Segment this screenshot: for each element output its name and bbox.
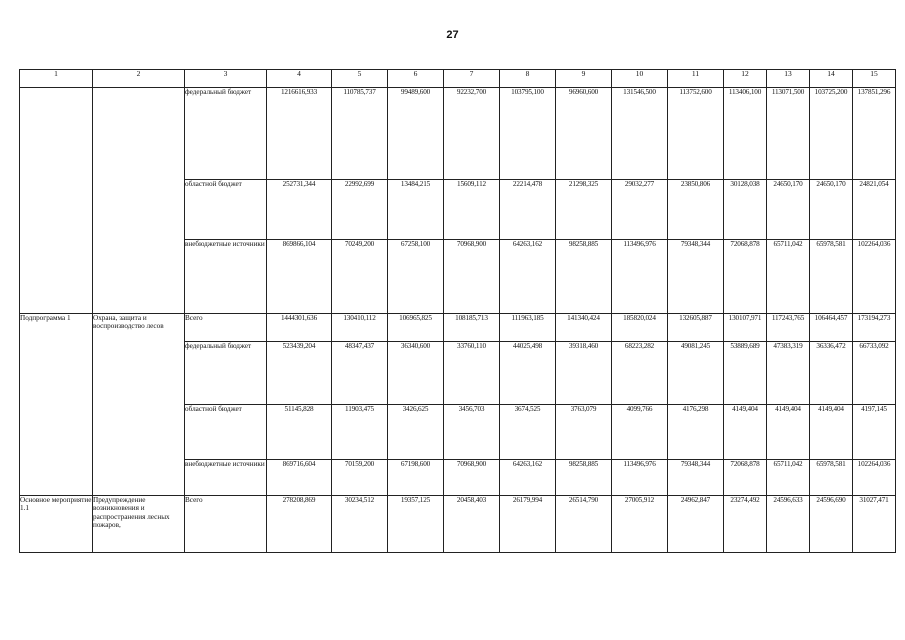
- value-cell: 1444301,636: [267, 314, 332, 342]
- column-number: 6: [388, 70, 444, 88]
- value-cell: 64263,162: [500, 460, 556, 496]
- value-cell: 869716,604: [267, 460, 332, 496]
- value-cell: 39318,460: [556, 342, 612, 405]
- value-cell: 869866,104: [267, 240, 332, 314]
- value-cell: 102264,036: [853, 240, 896, 314]
- value-cell: 4149,404: [810, 405, 853, 460]
- column-number: 15: [853, 70, 896, 88]
- funding-source-cell: областной бюджет: [185, 180, 267, 240]
- value-cell: 173194,273: [853, 314, 896, 342]
- value-cell: 130107,971: [724, 314, 767, 342]
- value-cell: 4149,404: [724, 405, 767, 460]
- value-cell: 137851,296: [853, 88, 896, 180]
- value-cell: 49081,245: [668, 342, 724, 405]
- value-cell: 31027,471: [853, 496, 896, 553]
- funding-source-cell: федеральный бюджет: [185, 88, 267, 180]
- value-cell: 26179,994: [500, 496, 556, 553]
- table-row: [20, 88, 896, 180]
- value-cell: 65711,042: [767, 460, 810, 496]
- value-cell: 22992,699: [332, 180, 388, 240]
- value-cell: 51145,828: [267, 405, 332, 460]
- value-cell: 68223,282: [612, 342, 668, 405]
- program-name-cell: Основное мероприятие 1.1: [20, 496, 93, 553]
- value-cell: 33760,110: [444, 342, 500, 405]
- value-cell: 24962,847: [668, 496, 724, 553]
- budget-table: [19, 69, 896, 553]
- value-cell: 99489,600: [388, 88, 444, 180]
- funding-source-cell: Всего: [185, 496, 267, 553]
- value-cell: 13484,215: [388, 180, 444, 240]
- value-cell: 29032,277: [612, 180, 668, 240]
- value-cell: 65978,581: [810, 460, 853, 496]
- column-number: 11: [668, 70, 724, 88]
- value-cell: 20458,403: [444, 496, 500, 553]
- value-cell: 23274,492: [724, 496, 767, 553]
- value-cell: 48347,437: [332, 342, 388, 405]
- value-cell: 108185,713: [444, 314, 500, 342]
- value-cell: 523439,204: [267, 342, 332, 405]
- column-number: 5: [332, 70, 388, 88]
- value-cell: 24650,170: [767, 180, 810, 240]
- value-cell: 70159,200: [332, 460, 388, 496]
- funding-source-cell: внебюджетные источники: [185, 460, 267, 496]
- value-cell: 96960,600: [556, 88, 612, 180]
- value-cell: 24596,690: [810, 496, 853, 553]
- column-number: 10: [612, 70, 668, 88]
- value-cell: 70249,200: [332, 240, 388, 314]
- value-cell: 36340,600: [388, 342, 444, 405]
- value-cell: 53889,689: [724, 342, 767, 405]
- value-cell: 47383,319: [767, 342, 810, 405]
- value-cell: 132605,887: [668, 314, 724, 342]
- column-number: 3: [185, 70, 267, 88]
- value-cell: 44025,498: [500, 342, 556, 405]
- column-number: 13: [767, 70, 810, 88]
- table-row: [20, 314, 896, 342]
- column-number: 12: [724, 70, 767, 88]
- value-cell: 4197,145: [853, 405, 896, 460]
- value-cell: 4176,298: [668, 405, 724, 460]
- value-cell: 185820,024: [612, 314, 668, 342]
- value-cell: 23850,806: [668, 180, 724, 240]
- column-number: 14: [810, 70, 853, 88]
- value-cell: 30128,038: [724, 180, 767, 240]
- program-description-cell: Охрана, защита и воспроизводство лесов: [93, 314, 185, 496]
- value-cell: 106464,457: [810, 314, 853, 342]
- column-number: 1: [20, 70, 93, 88]
- value-cell: 113071,500: [767, 88, 810, 180]
- value-cell: 27005,912: [612, 496, 668, 553]
- funding-source-cell: внебюджетные источники: [185, 240, 267, 314]
- value-cell: 3456,703: [444, 405, 500, 460]
- column-number: 7: [444, 70, 500, 88]
- funding-source-cell: федеральный бюджет: [185, 342, 267, 405]
- page-number: 27: [446, 29, 459, 41]
- value-cell: 24821,054: [853, 180, 896, 240]
- value-cell: 98258,885: [556, 240, 612, 314]
- program-description-cell: Предупреждение возникновения и распространения лесных пожаров,: [93, 496, 185, 553]
- value-cell: 3763,079: [556, 405, 612, 460]
- value-cell: 98258,885: [556, 460, 612, 496]
- value-cell: 106965,825: [388, 314, 444, 342]
- column-number-row: [20, 70, 896, 88]
- value-cell: 67258,100: [388, 240, 444, 314]
- value-cell: 110785,737: [332, 88, 388, 180]
- value-cell: 113496,976: [612, 240, 668, 314]
- value-cell: 70968,900: [444, 240, 500, 314]
- value-cell: 66733,092: [853, 342, 896, 405]
- value-cell: 64263,162: [500, 240, 556, 314]
- value-cell: 4149,404: [767, 405, 810, 460]
- program-description-cell: [93, 88, 185, 314]
- funding-source-cell: областной бюджет: [185, 405, 267, 460]
- value-cell: 117243,765: [767, 314, 810, 342]
- program-name-cell: [20, 88, 93, 314]
- value-cell: 79348,344: [668, 240, 724, 314]
- value-cell: 79348,344: [668, 460, 724, 496]
- value-cell: 30234,512: [332, 496, 388, 553]
- value-cell: 141340,424: [556, 314, 612, 342]
- column-number: 2: [93, 70, 185, 88]
- value-cell: 24596,633: [767, 496, 810, 553]
- column-number: 9: [556, 70, 612, 88]
- value-cell: 36336,472: [810, 342, 853, 405]
- value-cell: 278208,869: [267, 496, 332, 553]
- value-cell: 113496,976: [612, 460, 668, 496]
- value-cell: 15609,112: [444, 180, 500, 240]
- value-cell: 3674,525: [500, 405, 556, 460]
- value-cell: 26514,790: [556, 496, 612, 553]
- value-cell: 24650,170: [810, 180, 853, 240]
- value-cell: 21298,325: [556, 180, 612, 240]
- table-row: [20, 496, 896, 553]
- value-cell: 19357,125: [388, 496, 444, 553]
- value-cell: 65978,581: [810, 240, 853, 314]
- value-cell: 22214,478: [500, 180, 556, 240]
- value-cell: 113406,100: [724, 88, 767, 180]
- value-cell: 72068,878: [724, 240, 767, 314]
- value-cell: 130410,112: [332, 314, 388, 342]
- value-cell: 103725,200: [810, 88, 853, 180]
- value-cell: 70968,900: [444, 460, 500, 496]
- value-cell: 65711,042: [767, 240, 810, 314]
- value-cell: 92232,700: [444, 88, 500, 180]
- value-cell: 131546,500: [612, 88, 668, 180]
- column-number: 4: [267, 70, 332, 88]
- value-cell: 113752,600: [668, 88, 724, 180]
- value-cell: 72068,878: [724, 460, 767, 496]
- column-number: 8: [500, 70, 556, 88]
- value-cell: 67198,600: [388, 460, 444, 496]
- funding-source-cell: Всего: [185, 314, 267, 342]
- value-cell: 4099,766: [612, 405, 668, 460]
- value-cell: 252731,344: [267, 180, 332, 240]
- program-name-cell: Подпрограмма 1: [20, 314, 93, 496]
- value-cell: 3426,625: [388, 405, 444, 460]
- value-cell: 1216616,933: [267, 88, 332, 180]
- value-cell: 11903,475: [332, 405, 388, 460]
- value-cell: 103795,100: [500, 88, 556, 180]
- value-cell: 111963,185: [500, 314, 556, 342]
- value-cell: 102264,036: [853, 460, 896, 496]
